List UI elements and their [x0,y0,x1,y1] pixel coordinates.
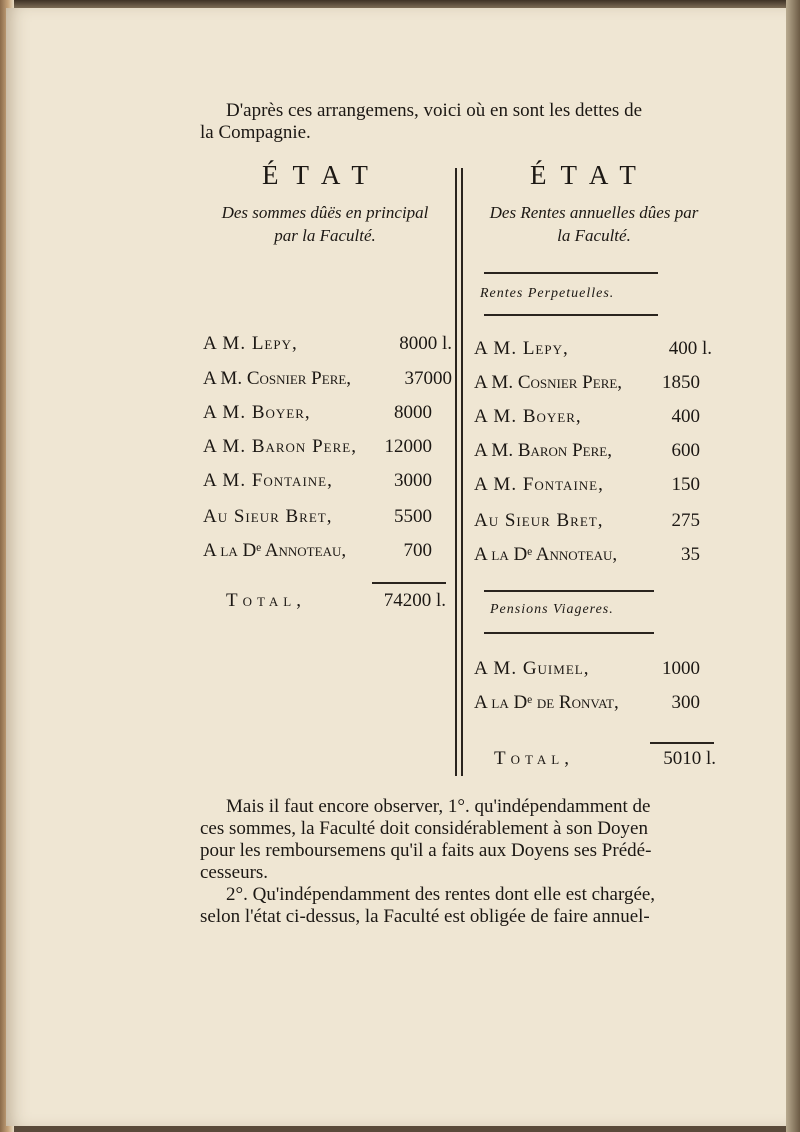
left-row-name: A M. Boyer, [203,402,311,423]
column-divider-right [461,168,463,776]
left-row-5 [203,470,333,492]
left-row-name: A M. Fontaine, [203,470,333,491]
left-row-name: A M. Lepy, [203,333,298,354]
closing-line-2: ces sommes, la Faculté doit considérablement à son Doyen [200,818,648,839]
left-row-2 [203,368,351,390]
left-total-rule [372,582,446,584]
left-row-amount: 3000 [394,470,432,491]
right-row-amount: 400 [671,406,700,427]
left-row-name: A M. Baron Pere, [203,436,357,457]
right-section2-bottom-rule [484,632,654,634]
left-row-6 [203,506,332,528]
right-row-7 [474,544,617,566]
left-row-amount: 12000 [384,436,432,457]
left-row-name: A M. Cosnier Pere, [203,368,352,389]
right-row-amount: 35 [681,544,700,565]
right-row-amount: 300 [671,692,700,713]
right-row-amount: 275 [671,510,700,531]
page [6,8,786,1126]
right-total-amount: 5010 l. [663,748,716,769]
right-row-name: A M. Boyer, [474,406,582,427]
right-row-name: A M. Cosnier Pere, [474,372,623,393]
intro-line-1: D'après ces arrangemens, voici où en sont les dettes de [226,100,643,121]
left-heading: ÉTAT [262,160,382,190]
right-section1-top-rule [484,272,658,274]
right-subtitle-line-1: Des Rentes annuelles dûes par [489,203,699,222]
right-section1-bottom-rule [484,314,658,316]
right-heading: ÉTAT [530,160,650,190]
right-row-name: A M. Baron Pere, [474,440,612,461]
left-row-amount: 700 [403,540,432,561]
left-total-amount: 74200 l. [383,590,446,611]
left-total-label: Total, [226,590,306,611]
right-total-label: Total, [494,748,574,769]
closing-line-3: pour les remboursemens qu'il a faits aux Doyens ses Prédé- [200,840,652,861]
closing-line-5: 2°. Qu'indépendamment des rentes dont elle est chargée, [226,884,656,905]
right-row-amount: 1000 [662,658,700,679]
closing-line-1: Mais il faut encore observer, 1°. qu'indépendamment de [226,796,651,817]
right-row-8 [474,658,589,680]
right-total-rule [650,742,714,744]
left-row-4 [203,436,357,458]
left-subtitle-line-2: par la Faculté. [274,226,376,245]
right-row-amount: 1850 [662,372,700,393]
right-row-3 [474,406,582,428]
left-row-amount: 8000 [394,402,432,423]
right-row-name: A M. Fontaine, [474,474,604,495]
left-subtitle-line-1: Des sommes dûës en principal [221,203,429,222]
right-row-6 [474,510,603,532]
right-row-amount: 150 [671,474,700,495]
right-row-name: A la Dᵉ Annoteau, [474,544,618,565]
intro-line-2: la Compagnie. [200,122,311,143]
right-row-5 [474,474,604,496]
right-row-amount: 400 l. [668,338,712,359]
right-row-name: A la Dᵉ de Ronvat, [474,692,619,713]
right-subtitle-line-2: la Faculté. [557,226,631,245]
closing-line-4: cesseurs. [200,862,269,883]
left-row-amount: 37000 [404,368,452,389]
right-row-name: Au Sieur Bret, [474,510,604,531]
book-edge-right [786,0,800,1132]
right-row-amount: 600 [671,440,700,461]
right-row-name: A M. Guimel, [474,658,590,679]
right-row-4 [474,440,612,462]
closing-line-6: selon l'état ci-dessus, la Faculté est obligée de faire annuel- [200,906,650,927]
right-section1-label: Rentes Perpetuelles. [480,286,615,301]
right-section2-label: Pensions Viageres. [490,602,614,617]
column-divider-left [455,168,457,776]
left-row-amount: 8000 l. [399,333,452,354]
left-row-name: Au Sieur Bret, [203,506,333,527]
left-row-3 [203,402,311,424]
left-row-amount: 5500 [394,506,432,527]
right-row-1 [474,338,569,360]
left-row-name: A la Dᵉ Annoteau, [203,540,347,561]
right-row-9 [474,692,619,714]
left-row-7 [203,540,346,562]
right-row-2 [474,372,622,394]
left-row-1 [203,333,298,355]
right-row-name: A M. Lepy, [474,338,569,359]
right-section2-top-rule [484,590,654,592]
